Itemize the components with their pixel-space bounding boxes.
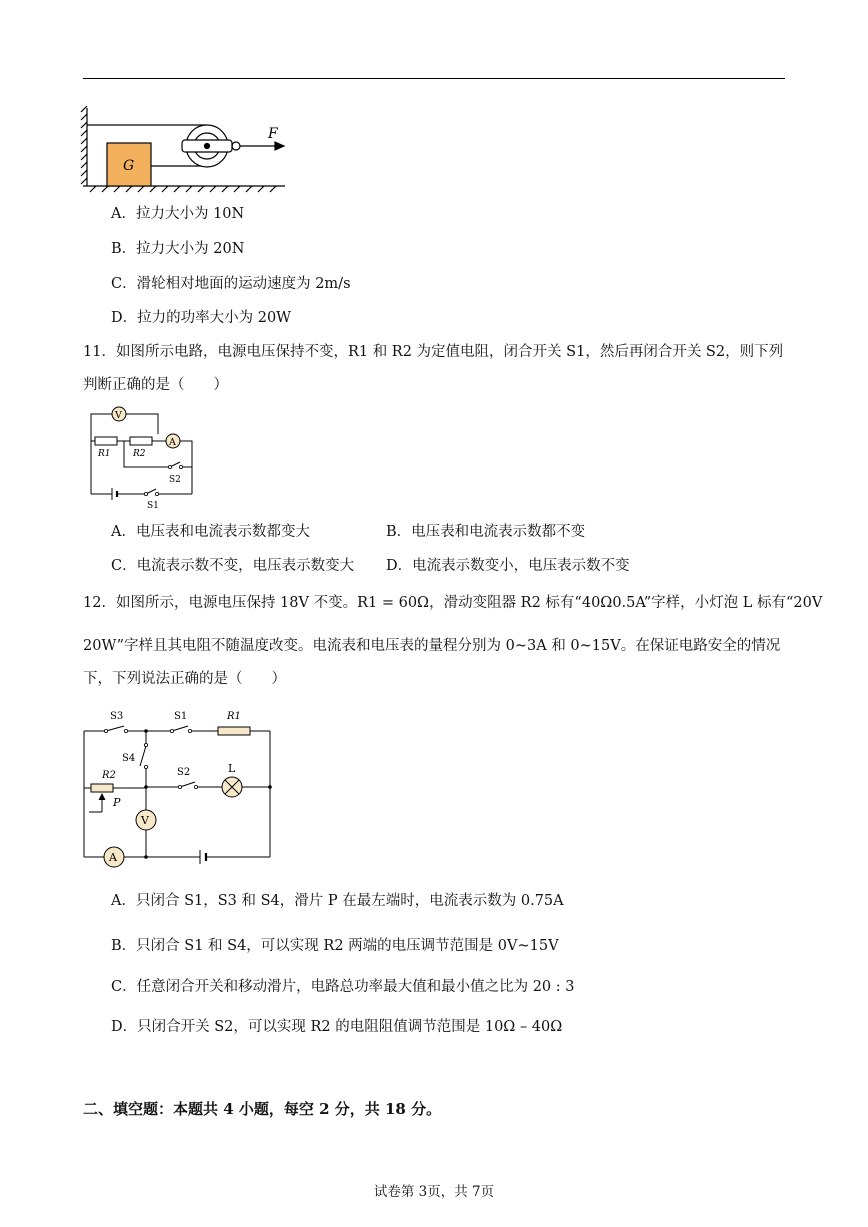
q10-option-a: A．拉力大小为 10N [111,206,245,222]
q11-s1-label: S1 [147,501,159,511]
section-2-heading: 二、填空题：本题共 4 小题，每空 2 分，共 18 分。 [83,1100,442,1118]
q11-option-b: B．电压表和电流表示数都不变 [386,524,586,540]
q11-option-c: C．电流表示数不变，电压表示数变大 [111,558,355,574]
q12-lamp [222,777,242,797]
q12-slider-label: P [113,796,121,809]
pulley-figure [80,100,300,195]
q12-voltmeter-label: V [141,814,149,827]
q11-circuit-figure [84,404,204,514]
force-arrow [240,142,284,150]
q11-stem-line2: 判断正确的是（ ） [83,377,228,393]
q10-option-d: D．拉力的功率大小为 20W [111,310,292,326]
q12-lamp-label: L [228,762,236,775]
q12-slider-p [99,793,106,800]
q12-r1 [218,727,250,735]
q12-option-c: C．任意闭合开关和移动滑片，电路总功率最大值和最小值之比为 20 : 3 [111,979,575,995]
q11-option-d: D．电流表示数变小，电压表示数不变 [386,558,630,574]
q10-option-b: B．拉力大小为 20N [111,241,245,257]
q12-s3-label: S3 [110,711,124,722]
q12-s2-label: S2 [177,767,191,778]
q11-voltmeter-label: V [115,410,122,421]
q12-ammeter-label: A [109,851,117,864]
q11-r2-label: R2 [133,449,146,459]
q12-option-b: B．只闭合 S1 和 S4，可以实现 R2 两端的电压调节范围是 0V~15V [111,938,559,954]
header-rule [83,78,785,79]
page-footer: 试卷第 3页，共 7页 [373,1184,495,1200]
force-label: F [268,126,278,142]
q12-s4-label: S4 [122,753,136,764]
q12-stem-line1: 12．如图所示，电源电压保持 18V 不变。R1 = 60Ω，滑动变阻器 R2 标有“40Ω0.5A”字样，小灯泡 L 标有“20V [83,595,823,611]
q12-option-d: D．只闭合开关 S2，可以实现 R2 的电阻阻值调节范围是 10Ω – 40Ω [111,1019,563,1035]
q11-stem-line1: 11．如图所示电路，电源电压保持不变，R1 和 R2 为定值电阻，闭合开关 S1，然后再闭合开关 S2，则下列 [83,344,784,360]
q12-r2-label: R2 [102,770,116,781]
q10-option-c: C．滑轮相对地面的运动速度为 2m/s [111,276,351,292]
q12-r2 [91,784,113,792]
q12-circuit-figure [82,700,282,872]
q11-ammeter-label: A [169,437,176,448]
q12-s1-label: S1 [174,711,188,722]
q11-r1-label: R1 [98,449,111,459]
q12-option-a: A．只闭合 S1，S3 和 S4，滑片 P 在最左端时，电流表示数为 0.75A [111,893,564,909]
q12-stem-line3: 下，下列说法正确的是（ ） [83,671,286,687]
q12-r1-label: R1 [227,711,241,722]
q11-option-a: A．电压表和电流表示数都变大 [111,524,310,540]
block-g-label: G [123,158,135,174]
q11-s2-label: S2 [169,475,181,485]
q12-stem-line2: 20W”字样且其电阻不随温度改变。电流表和电压表的量程分别为 0~3A 和 0~15V。在保证电路安全的情况 [83,638,781,654]
